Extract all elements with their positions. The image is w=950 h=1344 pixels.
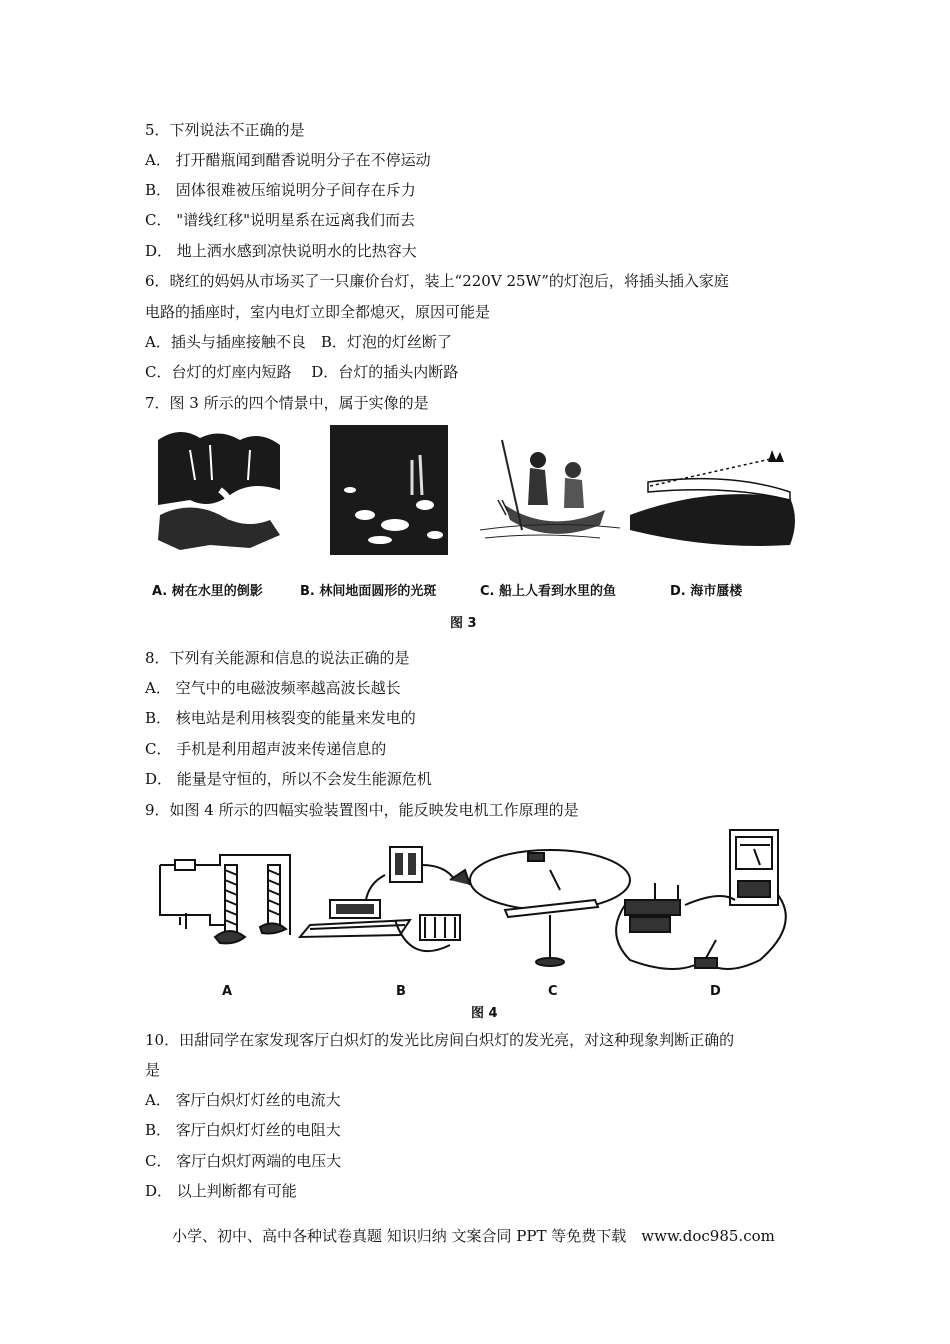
figure-4-apparatus bbox=[150, 825, 810, 985]
figure-4c-hanging-rod bbox=[470, 850, 630, 966]
figure-4d-label: D bbox=[710, 984, 721, 999]
figure-3c-caption: C. 船上人看到水里的鱼 bbox=[480, 584, 617, 599]
q8-option-c: C． 手机是利用超声波来传递信息的 bbox=[145, 740, 387, 758]
q8-option-a: A． 空气中的电磁波频率越高波长越长 bbox=[145, 679, 401, 697]
q8-option-b: B． 核电站是利用核裂变的能量来发电的 bbox=[145, 709, 416, 727]
figure-4b-label: B bbox=[396, 984, 406, 999]
figure-4c-label: C bbox=[548, 984, 558, 999]
q10-stem-line2: 是 bbox=[145, 1061, 161, 1079]
q5-option-a: A． 打开醋瓶闻到醋香说明分子在不停运动 bbox=[145, 151, 431, 169]
figure-4a-label: A bbox=[222, 984, 233, 999]
figure-3-label: 图 3 bbox=[450, 616, 477, 631]
figure-4d-galvanometer bbox=[616, 830, 786, 969]
q7-stem: 7．图 3 所示的四个情景中，属于实像的是 bbox=[145, 394, 429, 412]
q9-stem: 9．如图 4 所示的四幅实验装置图中，能反映发电机工作原理的是 bbox=[145, 801, 579, 819]
q10-option-c: C． 客厅白炽灯两端的电压大 bbox=[145, 1152, 342, 1170]
figure-4b-battery-magnet bbox=[300, 847, 470, 951]
q8-option-d: D． 能量是守恒的，所以不会发生能源危机 bbox=[145, 770, 432, 788]
q10-option-d: D． 以上判断都有可能 bbox=[145, 1182, 297, 1200]
q10-stem-line1: 10．田甜同学在家发现客厅白炽灯的发光比房间白炽灯的发光亮，对这种现象判断正确的 bbox=[145, 1031, 735, 1049]
figure-4a-electromagnet-circuit bbox=[160, 855, 290, 943]
figure-3d-caption: D. 海市蜃楼 bbox=[670, 584, 743, 599]
q8-stem: 8．下列有关能源和信息的说法正确的是 bbox=[145, 649, 410, 667]
figure-3a-tree-reflection bbox=[155, 425, 285, 550]
q6-stem-line2: 电路的插座时，室内电灯立即全都熄灭，原因可能是 bbox=[145, 303, 491, 321]
figure-3c-boat-fish bbox=[480, 440, 620, 538]
figure-3b-light-spots bbox=[330, 425, 448, 555]
figure-3b-caption: B. 林间地面圆形的光斑 bbox=[300, 584, 437, 599]
figure-3-illustrations bbox=[150, 420, 810, 560]
figure-3d-mirage bbox=[630, 450, 795, 546]
figure-4-label: 图 4 bbox=[471, 1006, 498, 1021]
q10-option-a: A． 客厅白炽灯灯丝的电流大 bbox=[145, 1091, 341, 1109]
q5-option-c: C． "谱线红移"说明星系在远离我们而去 bbox=[145, 211, 416, 229]
q5-stem: 5．下列说法不正确的是 bbox=[145, 121, 305, 139]
figure-3a-caption: A. 树在水里的倒影 bbox=[152, 584, 263, 599]
q6-options-row1: A．插头与插座接触不良 B．灯泡的灯丝断了 bbox=[145, 333, 452, 351]
q5-option-b: B． 固体很难被压缩说明分子间存在斥力 bbox=[145, 181, 416, 199]
q6-options-row2: C．台灯的灯座内短路 D．台灯的插头内断路 bbox=[145, 363, 459, 381]
q5-option-d: D． 地上洒水感到凉快说明水的比热容大 bbox=[145, 242, 417, 260]
q6-stem-line1: 6．晓红的妈妈从市场买了一只廉价台灯，装上“220V 25W”的灯泡后，将插头插入家庭 bbox=[145, 272, 729, 290]
page-footer: 小学、初中、高中各种试卷真题 知识归纳 文案合同 PPT 等免费下载 www.doc985.com bbox=[172, 1227, 775, 1245]
q10-option-b: B． 客厅白炽灯灯丝的电阻大 bbox=[145, 1121, 341, 1139]
